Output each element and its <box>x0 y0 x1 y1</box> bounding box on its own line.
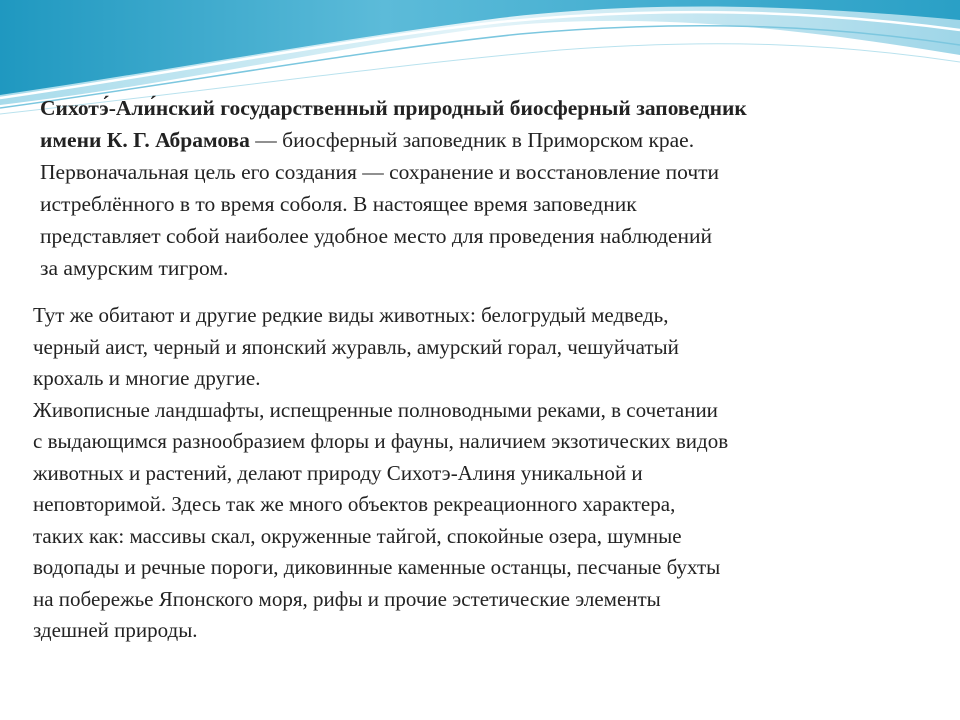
body-line: таких как: массивы скал, окруженные тайгой, спокойные озера, шумные <box>33 523 682 548</box>
body-line: неповторимой. Здесь так же много объектов рекреационного характера, <box>33 492 676 516</box>
body-line: на побережье Японского моря, рифы и прочие эстетические элементы <box>33 586 661 611</box>
body-line: черный аист, черный и японский журавль, амурский горал, чешуйчатый <box>33 334 679 359</box>
body-line: Живописные ландшафты, испещренные полноводными реками, в сочетании <box>33 397 718 422</box>
body-line: водопады и речные пороги, диковинные каменные останцы, песчаные бухты <box>33 555 721 579</box>
intro-title-name: имени К. Г. Абрамова <box>40 128 250 152</box>
intro-title-line-1: Сихотэ́-Али́нский государственный природный биосферный заповедник <box>40 96 747 120</box>
intro-title-line-2 <box>40 124 930 156</box>
body-line: Тут же обитают и другие редкие виды животных: белогрудый медведь, <box>33 303 669 327</box>
body-line: животных и растений, делают природу Сихотэ-Алиня уникальной и <box>33 460 643 485</box>
intro-line: представляет собой наиболее удобное место для проведения наблюдений <box>40 224 713 248</box>
intro-title-rest: — биосферный заповедник в Приморском крае. <box>249 128 695 152</box>
intro-line: истреблённого в то время соболя. В настоящее время заповедник <box>40 192 637 216</box>
intro-paragraph <box>40 92 930 284</box>
intro-line: Первоначальная цель его создания — сохранение и восстановление почти <box>40 160 720 184</box>
intro-line: за амурским тигром. <box>40 256 229 280</box>
body-line: с выдающимся разнообразием флоры и фауны, наличием экзотических видов <box>33 429 729 453</box>
body-paragraph <box>33 300 933 647</box>
body-line: здешней природы. <box>33 618 198 642</box>
body-line: крохаль и многие другие. <box>33 366 261 390</box>
